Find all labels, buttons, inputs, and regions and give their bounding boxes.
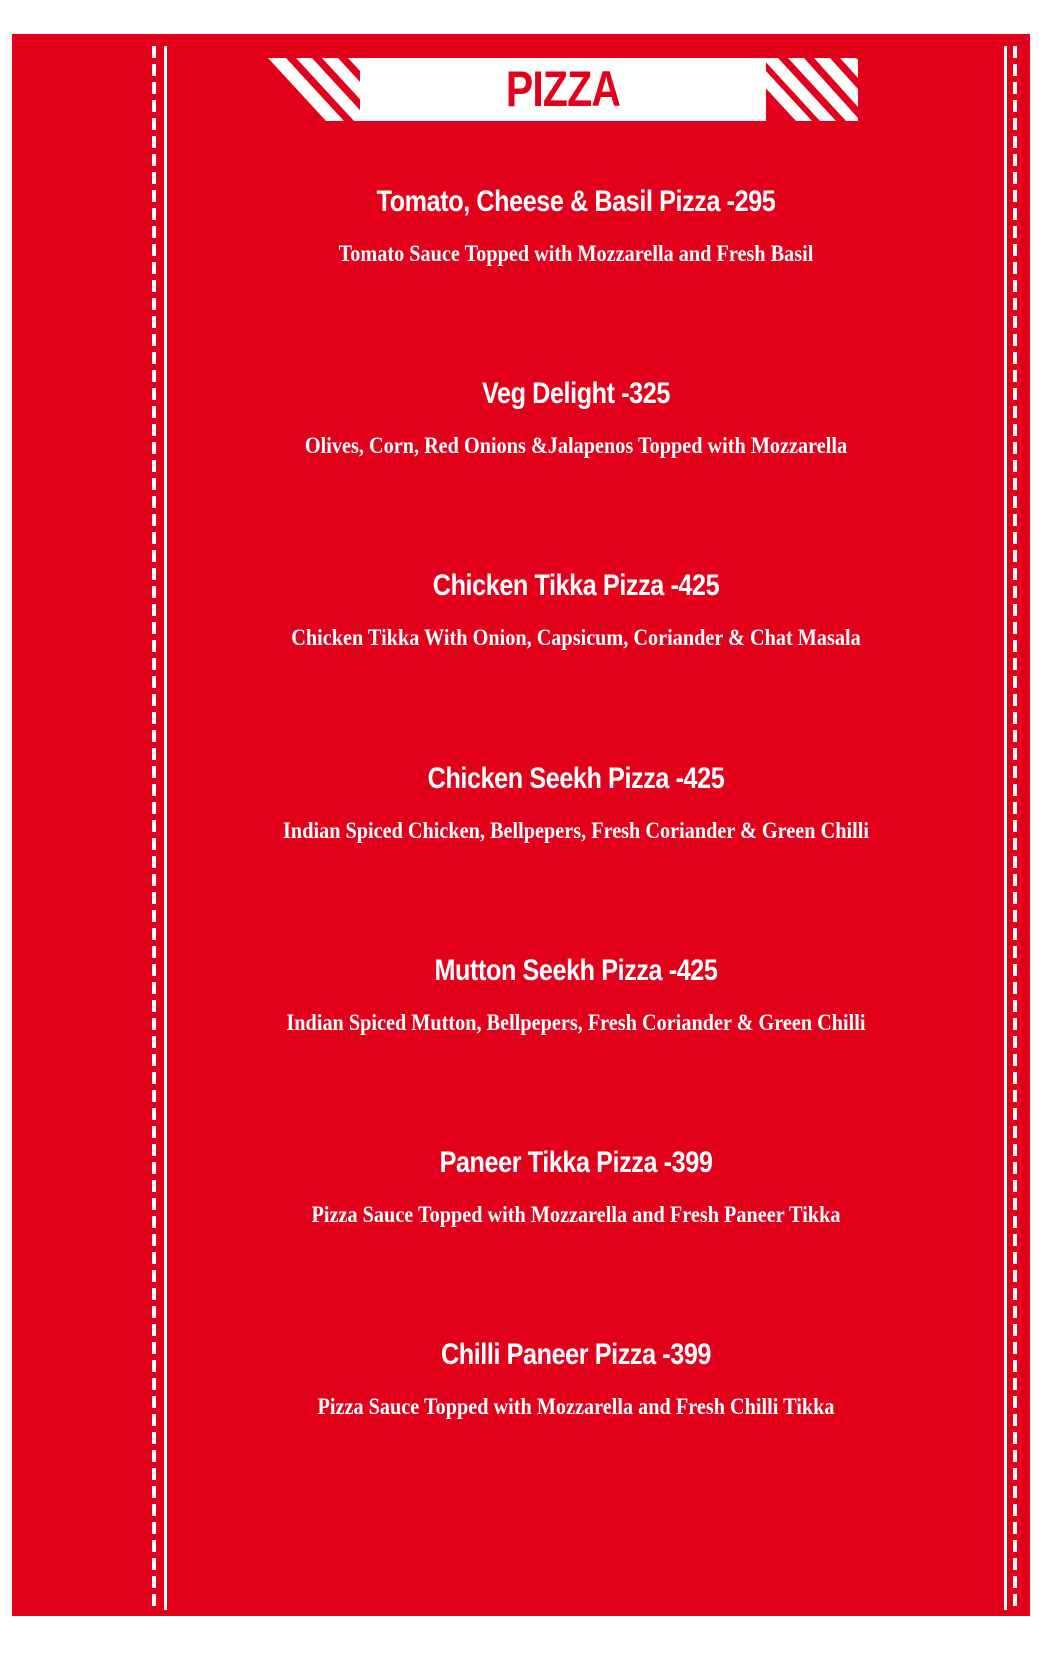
menu-item-description: Indian Spiced Mutton, Bellpepers, Fresh Coriander & Green Chilli [286,1010,866,1035]
menu-item-name: Chicken Seekh Pizza -425 [427,762,725,795]
right-dashed-line [1013,46,1017,1610]
left-dashed-line [152,46,156,1610]
menu-item-name: Chicken Tikka Pizza -425 [432,569,720,602]
menu-item [160,761,992,845]
menu-item [160,184,992,268]
menu-item [160,1337,992,1421]
menu-item-name: Paneer Tikka Pizza -399 [439,1146,713,1179]
menu-item-description: Pizza Sauce Topped with Mozzarella and Fresh Paneer Tikka [311,1202,841,1227]
right-solid-line [1004,46,1007,1610]
menu-item [160,1145,992,1229]
menu-item-name: Veg Delight -325 [482,377,670,410]
menu-item-name: Mutton Seekh Pizza -425 [434,954,718,987]
menu-item [160,568,992,652]
menu-list [160,0,992,1680]
menu-item-description: Olives, Corn, Red Onions &Jalapenos Topped with Mozzarella [304,433,848,458]
right-border-decoration [1004,46,1024,1610]
menu-item-description: Chicken Tikka With Onion, Capsicum, Coriander & Chat Masala [291,625,861,650]
menu-title: PIZZA [505,61,621,117]
menu-item [160,376,992,460]
menu-item-description: Indian Spiced Chicken, Bellpepers, Fresh Coriander & Green Chilli [283,818,869,843]
menu-item-description: Tomato Sauce Topped with Mozzarella and Fresh Basil [338,241,814,266]
menu-item [160,953,992,1037]
menu-item-name: Tomato, Cheese & Basil Pizza -295 [376,185,776,218]
menu-item-name: Chilli Paneer Pizza -399 [440,1338,712,1371]
menu-item-description: Pizza Sauce Topped with Mozzarella and Fresh Chilli Tikka [317,1394,835,1419]
